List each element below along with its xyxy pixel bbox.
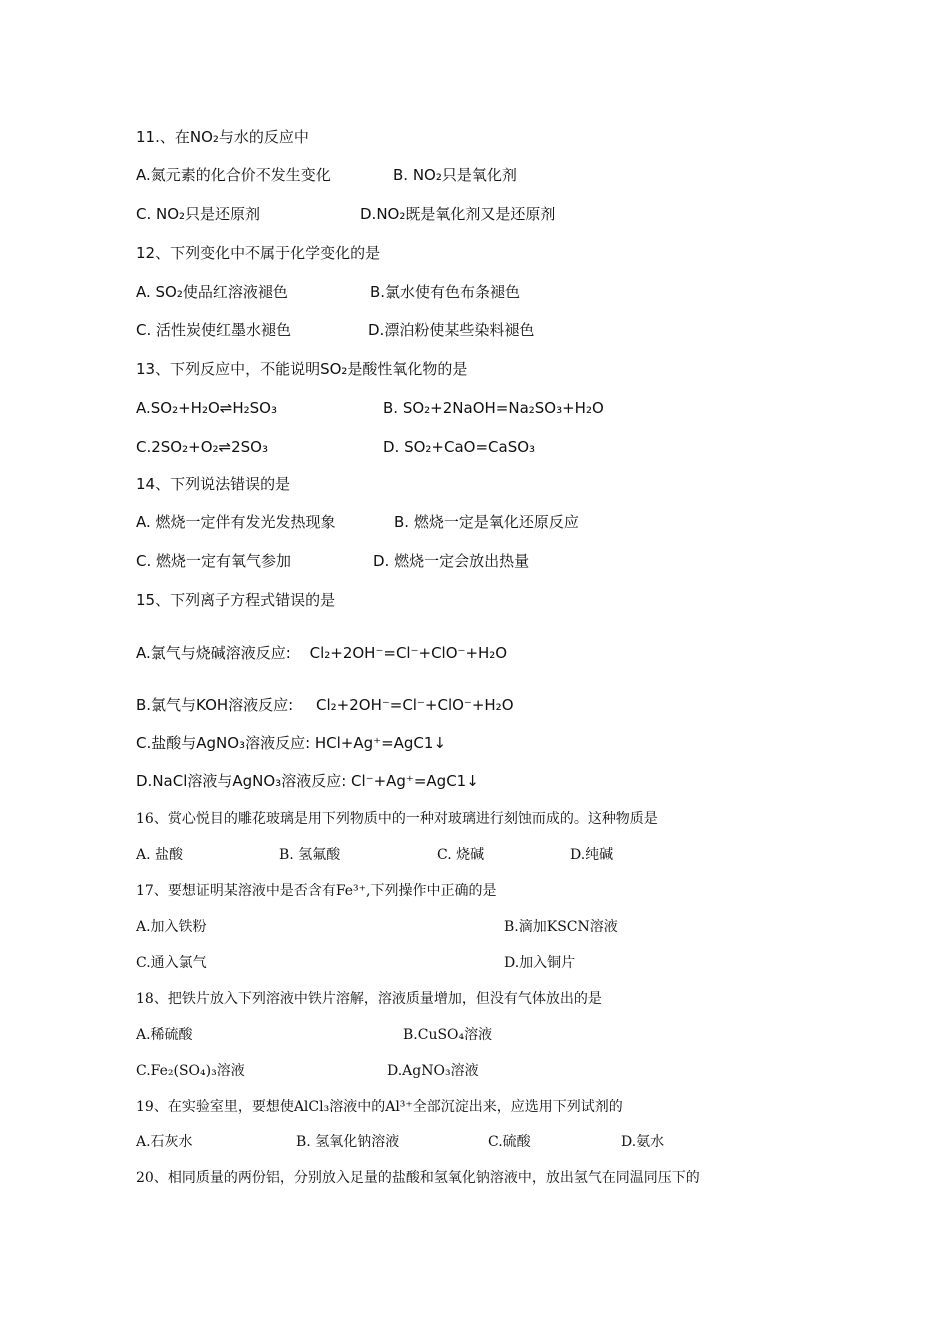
q15-option-a[interactable] (136, 643, 507, 663)
q15-option-d[interactable]: D.NaCl溶液与AgNO₃溶液反应: Cl⁻+Ag⁺=AgC1↓ (136, 772, 479, 790)
q13-option-c[interactable]: C.2SO₂+O₂⇌2SO₃ (136, 438, 268, 456)
q17-option-a[interactable]: A.加入铁粉 (136, 919, 207, 935)
q18-option-c[interactable]: C.Fe₂(SO₄)₃溶液 (136, 1063, 245, 1079)
q15-option-a-equation: Cl₂+2OH⁻=Cl⁻+ClO⁻+H₂O (309, 644, 508, 662)
q12-option-d[interactable]: D.漂泊粉使某些染料褪色 (368, 321, 535, 339)
q19-option-d[interactable]: D.氨水 (621, 1134, 665, 1150)
q18-option-b[interactable]: B.CuSO₄溶液 (403, 1027, 493, 1043)
q12-option-a[interactable]: A. SO₂使品红溶液褪色 (136, 283, 288, 301)
q18-option-d[interactable]: D.AgNO₃溶液 (387, 1063, 479, 1079)
q14-option-a[interactable]: A. 燃烧一定伴有发光发热现象 (136, 513, 336, 531)
q11-option-c[interactable]: C. NO₂只是还原剂 (136, 205, 261, 223)
q13-option-d[interactable]: D. SO₂+CaO=CaSO₃ (383, 438, 536, 456)
q13-option-b[interactable]: B. SO₂+2NaOH=Na₂SO₃+H₂O (383, 399, 604, 417)
q18-stem: 18、把铁片放入下列溶液中铁片溶解，溶液质量增加，但没有气体放出的是 (136, 991, 602, 1007)
q14-option-b[interactable]: B. 燃烧一定是氧化还原反应 (394, 513, 579, 531)
q17-option-b[interactable]: B.滴加KSCN溶液 (504, 919, 618, 935)
q15-option-c[interactable]: C.盐酸与AgNO₃溶液反应: HCl+Ag⁺=AgC1↓ (136, 734, 447, 752)
q12-option-c[interactable]: C. 活性炭使红墨水褪色 (136, 321, 292, 339)
q16-option-c[interactable]: C. 烧碱 (437, 847, 485, 863)
q15-option-b[interactable] (136, 695, 514, 715)
q19-option-b[interactable]: B. 氢氧化钠溶液 (296, 1134, 400, 1150)
q15-stem: 15、下列离子方程式错误的是 (136, 591, 336, 609)
q11-stem: 11.、在NO₂与水的反应中 (136, 128, 309, 146)
q17-option-d[interactable]: D.加入铜片 (504, 955, 576, 971)
q15-option-b-label: B.氯气与KOH溶液反应: (136, 696, 294, 714)
q18-option-a[interactable]: A.稀硫酸 (136, 1027, 193, 1043)
q14-stem: 14、下列说法错误的是 (136, 475, 291, 493)
q16-option-a[interactable]: A. 盐酸 (136, 847, 184, 863)
q16-stem: 16、赏心悦目的雕花玻璃是用下列物质中的一种对玻璃进行刻蚀而成的。这种物质是 (136, 811, 658, 827)
q14-option-d[interactable]: D. 燃烧一定会放出热量 (373, 552, 530, 570)
q16-option-d[interactable]: D.纯碱 (570, 847, 614, 863)
q11-option-b[interactable]: B. NO₂只是氧化剂 (393, 166, 517, 184)
q17-option-c[interactable]: C.通入氯气 (136, 955, 207, 971)
q19-stem: 19、在实验室里，要想使AlCl₃溶液中的Al³⁺全部沉淀出来，应选用下列试剂的 (136, 1099, 623, 1115)
q20-stem: 20、相同质量的两份铝，分别放入足量的盐酸和氢氧化钠溶液中，放出氢气在同温同压下的 (136, 1170, 700, 1186)
q13-option-a[interactable]: A.SO₂+H₂O⇌H₂SO₃ (136, 399, 277, 417)
q17-stem: 17、要想证明某溶液中是否含有Fe³⁺,下列操作中正确的是 (136, 883, 497, 899)
q11-option-d[interactable]: D.NO₂既是氧化剂又是还原剂 (360, 205, 556, 223)
q12-option-b[interactable]: B.氯水使有色布条褪色 (370, 283, 521, 301)
q15-option-a-label: A.氯气与烧碱溶液反应: (136, 644, 291, 662)
q19-option-c[interactable]: C.硫酸 (488, 1134, 531, 1150)
q19-option-a[interactable]: A.石灰水 (136, 1134, 193, 1150)
q12-stem: 12、下列变化中不属于化学变化的是 (136, 244, 381, 262)
q11-option-a[interactable]: A.氮元素的化合价不发生变化 (136, 166, 331, 184)
q16-option-b[interactable]: B. 氢氟酸 (279, 847, 341, 863)
q13-stem: 13、下列反应中，不能说明SO₂是酸性氧化物的是 (136, 360, 468, 378)
q14-option-c[interactable]: C. 燃烧一定有氧气参加 (136, 552, 292, 570)
q15-option-b-equation: Cl₂+2OH⁻=Cl⁻+ClO⁻+H₂O (316, 696, 514, 714)
